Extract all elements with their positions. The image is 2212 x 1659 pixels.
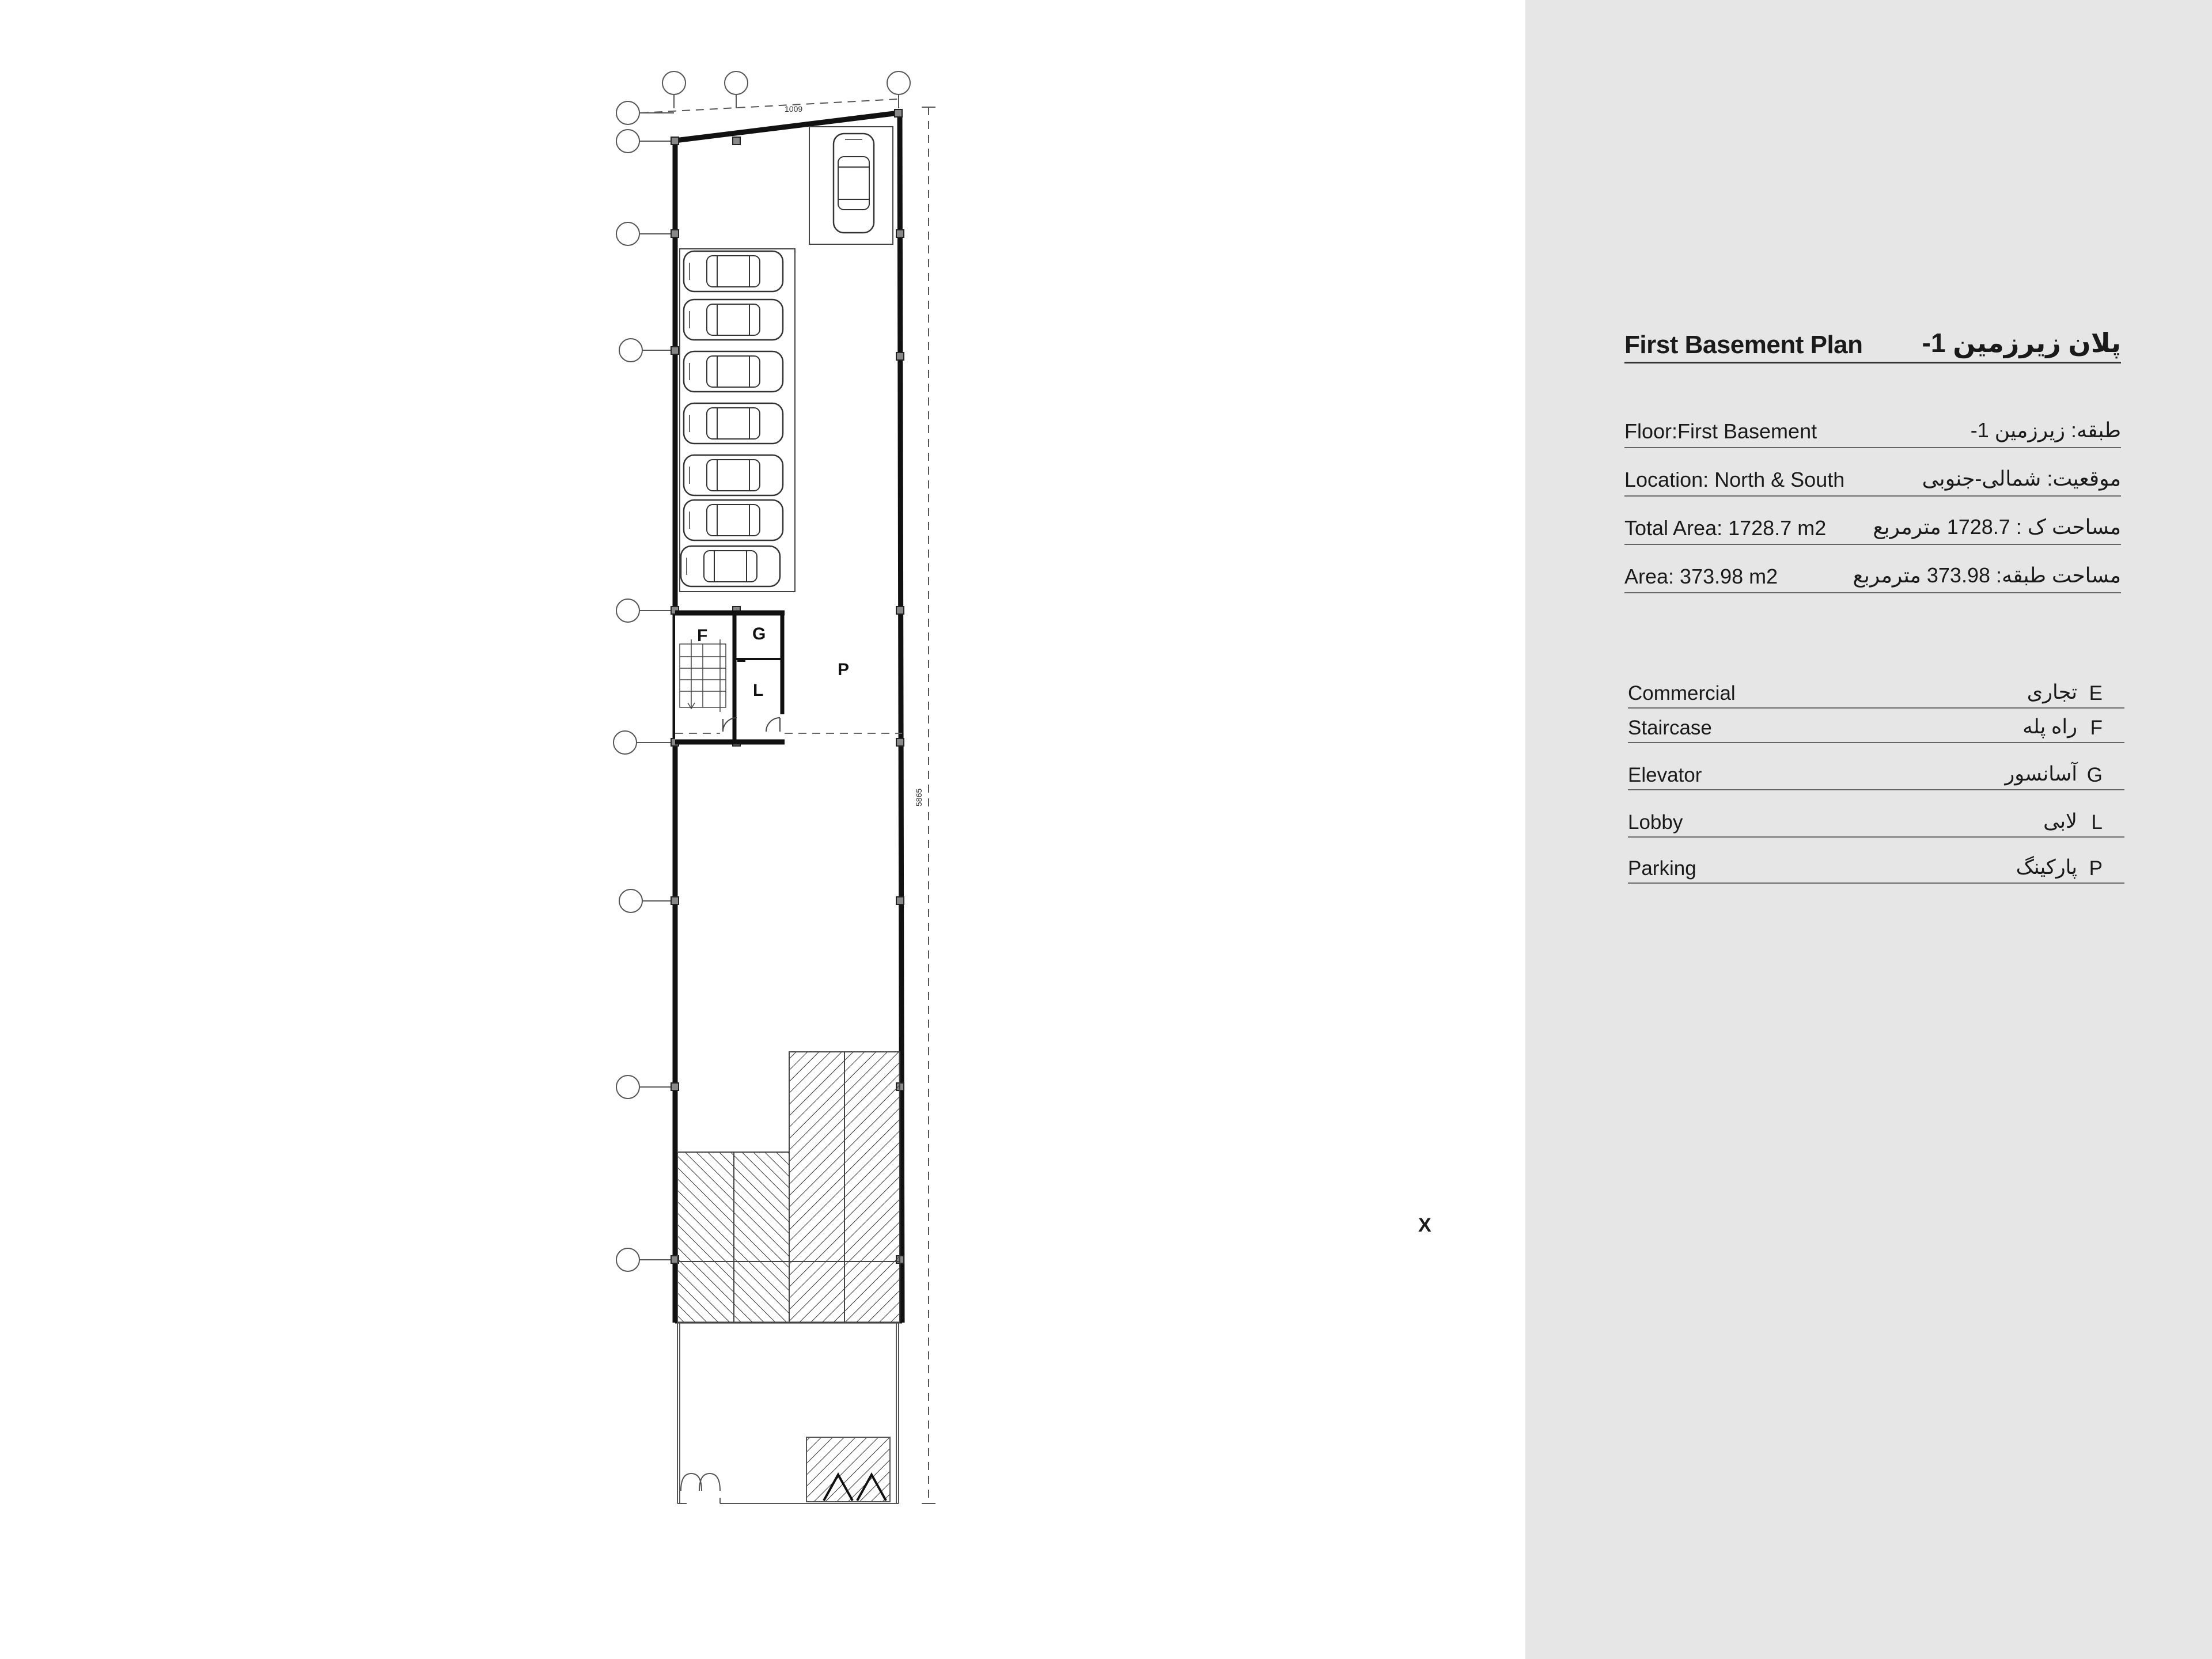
info-area-en: Area: 373.98 m2 xyxy=(1624,565,1778,588)
info-total-area-en: Total Area: 1728.7 m2 xyxy=(1624,516,1827,540)
info-total-area xyxy=(1624,515,2121,545)
info-sidebar xyxy=(1525,0,2212,1659)
legend-row-staircase xyxy=(1628,712,2124,743)
legend-label-en: Staircase xyxy=(1628,717,1712,739)
total-length-dimension: 5865 xyxy=(914,788,923,806)
legend-code: L xyxy=(2091,811,2103,834)
label-elevator: G xyxy=(752,624,766,643)
top-width-dimension: 1009 xyxy=(785,104,803,113)
parking-bay-top xyxy=(809,127,893,244)
info-floor-fa: طبقه: زیرزمین 1- xyxy=(1970,418,2121,442)
info-floor-en: Floor:First Basement xyxy=(1624,419,1817,443)
legend-label-en: Lobby xyxy=(1628,811,1683,834)
legend-code: P xyxy=(2089,857,2103,880)
plan-title xyxy=(1624,323,2121,363)
legend-label-fa: راه پله xyxy=(2022,715,2077,738)
plan-title-fa: پلان زیرزمین 1- xyxy=(1922,328,2121,358)
info-floor xyxy=(1624,418,2121,448)
info-location-fa: موقعیت: شمالی-جنوبی xyxy=(1922,467,2121,490)
building-core xyxy=(675,612,902,742)
label-parking: P xyxy=(838,660,850,679)
label-staircase: F xyxy=(697,626,708,645)
legend-label-en: Commercial xyxy=(1628,682,1736,704)
ramp-hatch xyxy=(677,1052,900,1323)
info-location xyxy=(1624,467,2121,497)
legend-code: E xyxy=(2089,682,2103,704)
info-location-en: Location: North & South xyxy=(1624,468,1845,491)
legend-code: F xyxy=(2090,717,2103,739)
info-area-fa: مساحت طبقه: 373.98 مترمربع xyxy=(1853,563,2121,587)
plan-title-en: First Basement Plan xyxy=(1624,331,1863,359)
legend-label-fa: آسانسور xyxy=(2005,763,2077,785)
legend-label-fa: لابی xyxy=(2043,810,2077,832)
legend-label-en: Parking xyxy=(1628,857,1696,880)
legend-row-elevator xyxy=(1628,759,2124,790)
legend-row-lobby xyxy=(1628,806,2124,838)
info-area xyxy=(1624,563,2121,593)
legend-label-fa: پارکینگ xyxy=(2016,856,2077,878)
entrance-area xyxy=(677,1323,899,1503)
label-lobby: L xyxy=(753,681,764,700)
legend-label-en: Elevator xyxy=(1628,764,1702,786)
info-total-area-fa: مساحت ک : 1728.7 مترمربع xyxy=(1873,515,2121,539)
marker-x: X xyxy=(1418,1214,1431,1236)
legend-row-parking xyxy=(1628,853,2124,884)
parking-row-left xyxy=(680,249,795,592)
legend-row-commercial xyxy=(1628,677,2124,709)
legend-code: G xyxy=(2086,764,2103,786)
legend-label-fa: تجاری xyxy=(2027,681,2077,703)
